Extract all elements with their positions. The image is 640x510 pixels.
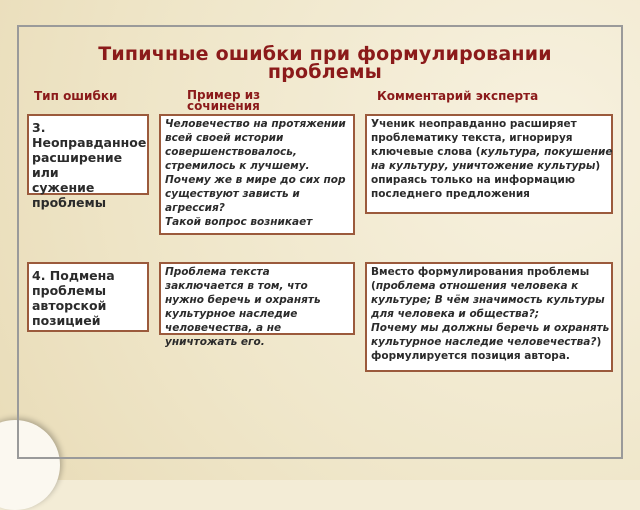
comment-line: последнего предложения	[371, 188, 530, 200]
comment-line: Вместо формулирования проблемы	[371, 266, 590, 278]
header-example: Пример из сочинения	[187, 88, 261, 113]
comment-line: культуре; В чём значимость культуры	[371, 294, 605, 306]
slide-title: Типичные ошибки при формулировании проблемы	[98, 43, 552, 83]
comment-cell-4	[365, 262, 613, 372]
comment-cell-3	[365, 114, 613, 214]
comment-line: опираясь только на информацию	[371, 174, 576, 186]
comment-line: формулируется позиция автора.	[371, 350, 570, 362]
comment-line: для человека и общества?;	[371, 308, 540, 320]
comment-line: Почему мы должны беречь и охранять	[371, 322, 610, 334]
comment-line: ключевые слова (культура, покушение	[371, 146, 613, 158]
example-cell-3: Человечество на протяжении всей своей истории совершенствовалось, стремилось к лучшему. Почему же в мире до сих пор существуют зависть и агрессия? Такой вопрос возникает	[159, 114, 355, 235]
comment-line: (проблема отношения человека к	[371, 280, 579, 292]
comment-line: проблематику текста, игнорируя	[371, 132, 573, 144]
comment-line: культурное наследие человечества?)	[371, 336, 602, 348]
error-type-cell-3: 3. Неоправданное расширение или сужение проблемы	[27, 114, 149, 195]
comment-line: на культуру, уничтожение культуры)	[371, 160, 601, 172]
error-type-cell-4: 4. Подмена проблемы авторской позицией	[27, 262, 149, 332]
example-cell-4: Проблема текста заключается в том, что нужно беречь и охранять культурное наследие человечества, а не уничтожать его.	[159, 262, 355, 335]
header-expert-comment: Комментарий эксперта	[377, 89, 539, 103]
header-error-type: Тип ошибки	[34, 89, 118, 103]
comment-line: Ученик неоправданно расширяет	[371, 118, 577, 130]
